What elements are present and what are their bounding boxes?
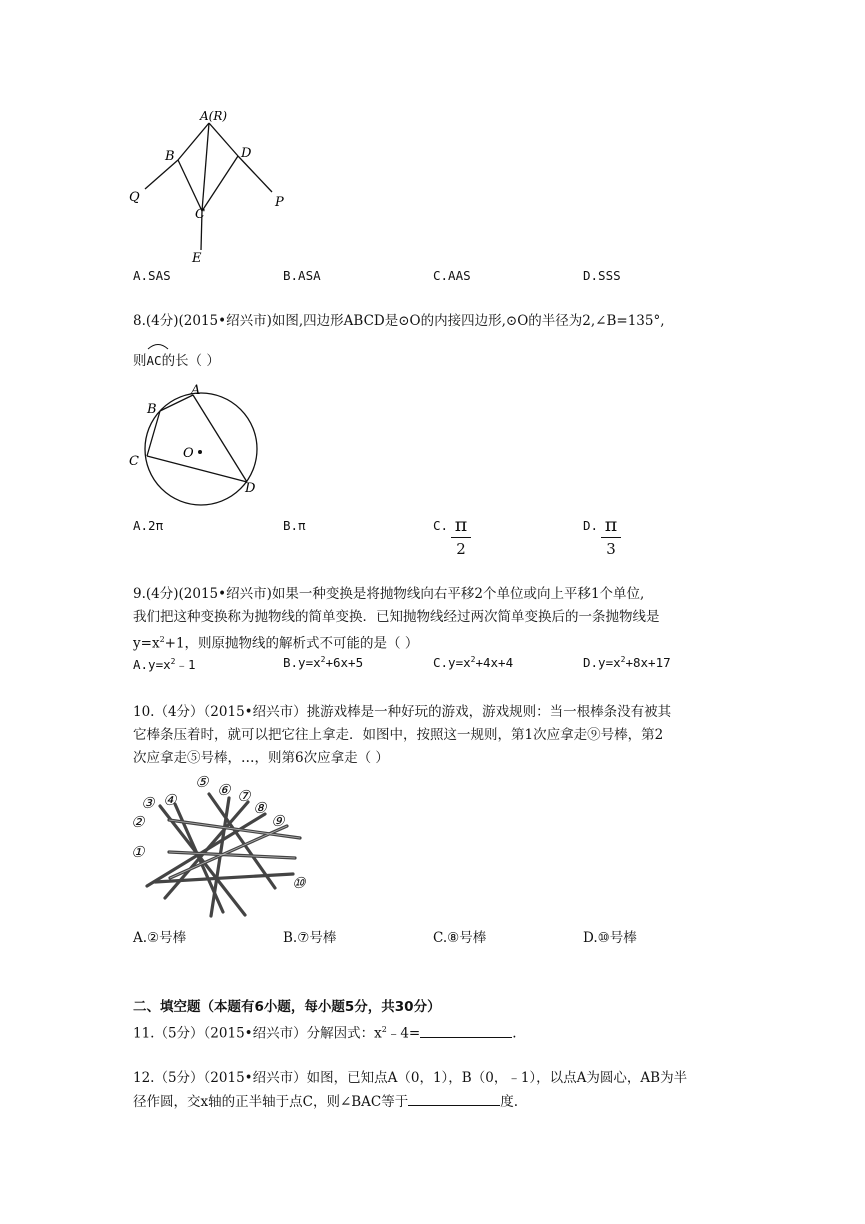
q8-option-c-numerator: π	[454, 514, 468, 536]
q12-line2-suffix: 度.	[500, 1094, 519, 1110]
q9-option-a-base: A.y=x	[133, 657, 171, 672]
q8-line-ab	[160, 395, 193, 411]
q8-label-a: A	[191, 383, 201, 398]
q9-option-c-rest: +4x+4	[475, 655, 514, 671]
q7-label-a: A(R)	[200, 109, 228, 123]
q8-option-c-denominator: 2	[456, 540, 466, 558]
q9-option-b-exp: 2	[320, 655, 326, 664]
q7-label-q: Q	[129, 190, 140, 205]
q8-center-dot	[198, 450, 202, 454]
q7-label-p: P	[275, 195, 284, 210]
q7-line-ac	[202, 123, 209, 211]
q8-line2	[133, 347, 220, 371]
q8-line1: 8.(4分)(2015•绍兴市)如图,四边形ABCD是⊙O的内接四边形,⊙O的半径为2,∠B=135°,	[133, 313, 665, 329]
q12-line2-prefix: 径作圆，交x轴的正半轴于点C，则∠BAC等于	[133, 1094, 409, 1110]
q8-arc-ac-label: AC	[146, 353, 162, 368]
section-2-heading: 二、填空题（本题有6小题，每小题5分，共30分）	[133, 999, 441, 1015]
q9-option-c	[433, 655, 513, 670]
q8-option-b: B.π	[283, 518, 306, 533]
q10-option-a: A.②号棒	[133, 930, 187, 946]
q9-line1: 9.(4分)(2015•绍兴市)如果一种变换是将抛物线向右平移2个单位或向上平移1个单位,	[133, 586, 645, 602]
q12-line1: 12.（5分）（2015•绍兴市）如图，已知点A（0，1），B（0，﹣1），以点A为圆心，AB为半	[133, 1070, 688, 1086]
q7-ray-p	[238, 156, 272, 192]
q10-option-d: D.⑩号棒	[583, 930, 637, 946]
q12-answer-blank[interactable]	[408, 1091, 500, 1106]
q10-line2: 它棒条压着时，就可以把它往上拿走．如图中，按照这一规则，第1次应拿走⑨号棒，第2	[133, 727, 664, 743]
q9-line3-b: +1，则原抛物线的解析式不可能的是（ ）	[164, 635, 419, 652]
q12-line2	[133, 1091, 518, 1112]
q10-option-c: C.⑧号棒	[433, 930, 487, 946]
q7-option-c: C.AAS	[433, 268, 471, 283]
q8-line-bc	[147, 411, 160, 456]
fraction-bar	[601, 537, 621, 538]
q7-label-b: B	[165, 149, 175, 164]
stick-label-8: ⑧	[253, 799, 267, 817]
q7-label-d: D	[241, 146, 252, 161]
q8-option-a: A.2π	[133, 518, 164, 533]
q9-line3-a: y=x	[133, 635, 160, 652]
q7-option-a: A.SAS	[133, 268, 171, 283]
q11-prefix: 11.（5分）（2015•绍兴市）分解因式：x	[133, 1025, 382, 1042]
q8-line2-suffix: 的长（ ）	[161, 353, 220, 369]
q7-line-dc	[202, 156, 238, 211]
stick-label-9: ⑨	[271, 812, 285, 830]
q8-line2-prefix: 则	[133, 353, 147, 369]
q8-line-cd	[147, 456, 247, 482]
stick-label-10: ⑩	[292, 874, 306, 892]
q8-option-d-denominator: 3	[606, 540, 616, 558]
stick-label-5: ⑤	[195, 773, 209, 791]
q8-label-b: B	[147, 402, 157, 417]
q9-option-b-base: B.y=x	[283, 655, 321, 671]
q9-option-c-base: C.y=x	[433, 655, 471, 671]
q8-label-o: O	[183, 446, 194, 461]
q11-mid: ﹣4=	[386, 1025, 421, 1042]
q8-figure	[125, 380, 275, 515]
q10-option-b: B.⑦号棒	[283, 930, 337, 946]
q9-option-a	[133, 655, 196, 673]
q10-line1: 10.（4分）（2015•绍兴市）挑游戏棒是一种好玩的游戏，游戏规则：当一根棒条没有被其	[133, 704, 672, 720]
q7-label-c: C	[195, 207, 205, 222]
q7-ray-q	[145, 160, 178, 189]
q8-label-c: C	[129, 454, 139, 469]
q9-line3-exp: 2	[159, 635, 165, 644]
stick-label-2: ②	[131, 813, 145, 831]
q10-line3: 次应拿走⑤号棒，…，则第6次应拿走（ ）	[133, 750, 389, 766]
q8-arc-ac	[147, 347, 162, 371]
arc-symbol-icon	[147, 342, 169, 350]
q8-option-c-fraction	[448, 515, 474, 557]
q9-option-d	[583, 655, 671, 670]
q9-option-b	[283, 655, 363, 670]
q10-sticks-figure	[125, 770, 325, 930]
q8-option-c-prefix: C.	[433, 518, 449, 533]
q9-option-d-exp: 2	[620, 655, 626, 664]
stick-label-6: ⑥	[217, 781, 231, 799]
q11-line	[133, 1020, 517, 1044]
q7-label-e: E	[192, 251, 202, 266]
q9-option-d-base: D.y=x	[583, 655, 621, 671]
q7-line-ab	[178, 123, 209, 160]
q11-suffix: .	[512, 1025, 517, 1042]
q9-option-b-rest: +6x+5	[325, 655, 364, 671]
q7-line-bc	[178, 160, 202, 211]
q9-option-a-exp: 2	[170, 656, 176, 666]
q9-option-c-exp: 2	[470, 655, 476, 664]
stick-label-7: ⑦	[237, 787, 251, 805]
q8-option-d-fraction	[598, 515, 624, 557]
stick-label-3: ③	[141, 794, 155, 812]
q9-option-d-rest: +8x+17	[625, 655, 671, 671]
q7-option-b: B.ASA	[283, 268, 321, 283]
q9-option-a-rest: ﹣1	[175, 657, 196, 672]
q7-figure	[120, 100, 310, 270]
q11-exp: 2	[381, 1025, 387, 1034]
fraction-bar	[451, 537, 471, 538]
q11-answer-blank[interactable]	[420, 1023, 512, 1038]
q8-option-d-prefix: D.	[583, 518, 599, 533]
q7-line-ad	[209, 123, 238, 156]
stick-label-4: ④	[163, 791, 177, 809]
q8-option-d-numerator: π	[604, 514, 618, 536]
q8-label-d: D	[245, 481, 256, 496]
stick-label-1: ①	[131, 843, 145, 861]
q9-line2: 我们把这种变换称为抛物线的简单变换．已知抛物线经过两次简单变换后的一条抛物线是	[133, 609, 660, 625]
q9-line3	[133, 630, 418, 654]
q7-option-d: D.SSS	[583, 268, 621, 283]
